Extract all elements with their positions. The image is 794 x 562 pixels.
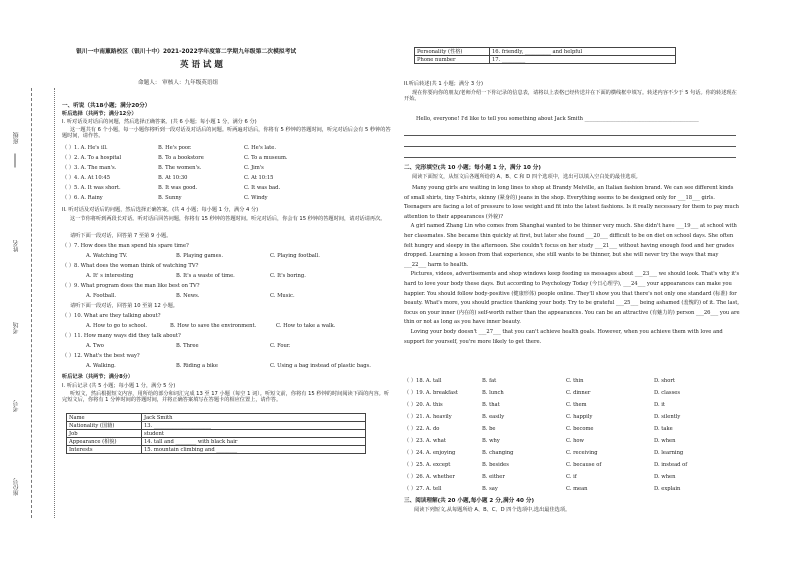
q6-stem: （ ）6. A. Rainy (62, 195, 103, 201)
q20-opt-b: B. that (482, 402, 500, 408)
q24-stem: （ ）24. A. enjoying (404, 450, 456, 456)
sidebar-label-name: 姓名 (13, 240, 20, 252)
q12-opt-c: C. Using a bag instead of plastic bags. (270, 363, 371, 369)
q18-opt-d: D. short (654, 378, 675, 384)
q26-stem: （ ）26. A. whether (404, 474, 455, 480)
top-right-table (414, 47, 676, 64)
table-row (67, 422, 366, 430)
table-cell-value[interactable]: 17. _________ (490, 56, 676, 64)
binding-dashed-line-inner (54, 88, 55, 518)
table-row (67, 446, 366, 454)
part3-instructions: 阅读下列短文,从每题所给 A、B、C、D 四个选项中,选出最佳选项。 (414, 507, 571, 513)
q9-opt-c: C. Music. (270, 293, 295, 299)
q19-opt-d: D. classes (654, 390, 680, 396)
part1-sub2: 听后记录（共两节；满分8分） (62, 374, 134, 380)
table-cell-label: Name (67, 414, 142, 422)
q11-opt-c: C. Four. (270, 343, 291, 349)
q6-opt-c: C. Windy (244, 195, 268, 201)
cloze-passage: Many young girls are waiting in long lines to shop at Brandy Melville, an Italian fashion brand. We can see different kinds of small shirts, tiny T-shirts, skinny (紧身的) jeans in the shop. Everything seems to be designed only for ___18___ girls. Teenagers are facing a lot of pressure to lose weight and fit into the latest fashions. Is it really necessary for them to pay much attention to their appearances (外貌)? A girl named Zhang Lin who comes from Shanghai wanted to be thinner very much. She didn't have ___19___ at school with her classmates. She became thin quickly at first, but later she found ___20___ difficult to be on diet on school days. She often felt hungry and sleepy in the afternoon. She couldn't focus on her study ___21___ without having enough food and her grades dropped. Learning a lesson from that experience, she still wants to be thinner, but she will never try the ways that may ___22___ harm to health. Pictures, videos, advertisements and shop windows keep feeding us messages about ___23___ we should look. That's why it's hard to love your body these days. But according to Psychology Today (今日心理学), ___24___ your appearances can make you happier. You should follow body-positive (健康形体) people online. They'll show you that there's not only one standard (标准) for beauty. What's more, you should practice thanking your body. Try to be grateful ___25___ being ashamed (羞愧的) of it. The last, focus on your inner (内在的) self-worth rather than the appearances. You can be an attractive (有魅力的) person ___26___ you are thin or not as long as you have inner beauty. Loving your body doesn't ___27___ that you can't achieve health goals. However, when you achieve them with love and support for yourself, you're more likely to get there. (404, 185, 740, 345)
q10-opt-b: B. How to save the environment. (170, 323, 257, 329)
q6-opt-b: B. Sunny (158, 195, 182, 201)
sec2-instr-a: II. 听对话及对话后的问题，然后选择正确答案。(共 4 小题；每小题 1 分，满分 4 分) (62, 207, 259, 213)
q18-stem: （ ）18. A. tall (404, 378, 442, 384)
table-cell-value[interactable]: 15. mountain climbing and ________ (142, 446, 366, 454)
dialog2-intro: 请听下面一段对话，回答第 10 至第 12 小题。 (70, 303, 178, 309)
answer-line (404, 135, 736, 136)
answer-line (404, 157, 736, 158)
q8-stem: （ ）8. What does the woman think of watching TV? (62, 263, 199, 269)
part1-heading: 一、听说（共18小题；满分20分） (62, 103, 151, 109)
q23-opt-d: D. when (654, 438, 676, 444)
table-cell-label: Appearance (相貌) (67, 438, 142, 446)
q4-opt-c: C. At 10:15 (244, 175, 274, 181)
q18-opt-b: B. fat (482, 378, 497, 384)
q22-stem: （ ）22. A. do (404, 426, 440, 432)
dialog1-intro: 请听下面一段对话，回答第 7 至第 9 小题。 (70, 233, 172, 239)
school-title: 银川一中南薰路校区（银川十中）2021-2022学年度第二学期九年级第二次模拟考试 (76, 49, 297, 55)
q21-opt-c: C. happily (566, 414, 593, 420)
q2-opt-c: C. To a museum. (244, 155, 288, 161)
q23-opt-c: C. how (566, 438, 584, 444)
q19-opt-b: B. lunch (482, 390, 504, 396)
q3-opt-c: C. Jim's (244, 165, 264, 171)
part2-instructions: 阅读下面短文，从短文后各题所给的 A、B、C 和 D 四个选项中，选出可以填入空白处的最佳选项。 (412, 174, 641, 180)
q11-stem: （ ）11. How many ways did they talk about? (62, 333, 181, 339)
table-cell-label: Job (67, 430, 142, 438)
q25-opt-c: C. because of (566, 462, 602, 468)
q8-opt-c: C. It's boring. (270, 273, 306, 279)
q25-opt-d: D. instead of (654, 462, 688, 468)
q24-opt-b: B. changing (482, 450, 514, 456)
q21-opt-d: D. silently (654, 414, 681, 420)
q4-stem: （ ）4. A. At 10:45 (62, 175, 111, 181)
table-cell-value: student (142, 430, 366, 438)
q12-opt-a: A. Walking. (86, 363, 116, 369)
info-table (66, 413, 366, 454)
q19-stem: （ ）19. A. breakfast (404, 390, 458, 396)
q8-opt-b: B. It's a waste of time. (176, 273, 235, 279)
q11-opt-b: B. Three (176, 343, 199, 349)
table-cell-label: Interests (67, 446, 142, 454)
q12-opt-b: B. Riding a bike (176, 363, 218, 369)
q27-opt-d: D. explain (654, 486, 681, 492)
sidebar-label-seat: 座位号 (13, 478, 20, 496)
q26-opt-d: D. when (654, 474, 676, 480)
q22-opt-b: B. be (482, 426, 496, 432)
answer-line (404, 146, 736, 147)
part1-sub1: 听后选择（共两节；满分12分） (62, 111, 137, 117)
exam-title: 英 语 试 题 (180, 60, 223, 70)
q19-opt-c: C. dinner (566, 390, 591, 396)
table-cell-value: Jack Smith (142, 414, 366, 422)
table-cell-value[interactable]: 16. friendly, __________ and helpful (490, 48, 676, 56)
q9-opt-b: B. News. (176, 293, 200, 299)
q18-opt-c: C. thin (566, 378, 584, 384)
q10-opt-a: A. How to go to school. (86, 323, 148, 329)
sidebar-line-class (15, 154, 16, 168)
q26-opt-c: C. if (566, 474, 577, 480)
q22-opt-d: D. take (654, 426, 673, 432)
q10-opt-c: C. How to take a walk. (276, 323, 336, 329)
retell-instructions: 现在你要向你的朋友/老师介绍一下你记录的信息表，请将以上表格已经传送并在下面的横线框中填写。转述内容不少于 5 句话。你的转述现在开始。 (404, 90, 737, 103)
author-line: 命题人： 审核人：九年级英语组 (138, 80, 219, 86)
table-row (67, 430, 366, 438)
q24-opt-c: C. receiving (566, 450, 598, 456)
q20-opt-d: D. it (654, 402, 666, 408)
q5-stem: （ ）5. A. It was short. (62, 185, 121, 191)
table-row (415, 48, 676, 56)
q3-opt-b: B. The women's. (158, 165, 202, 171)
sec1-instr-b: 这一题共有 6 个小题，每一小题你将听到一段对话及对话后的问题。听两遍对话后，你将有 5 秒钟的答题时间，听完对话后会有 5 秒钟的答题时间，请作答。 (62, 127, 391, 140)
retell-heading: II.听后转述(共 1 小题；满分 3 分) (404, 81, 484, 87)
q9-opt-a: A. Football. (86, 293, 117, 299)
q11-opt-a: A. Two (86, 343, 104, 349)
table-cell-label: Phone number (415, 56, 490, 64)
q27-stem: （ ）27. A. tell (404, 486, 442, 492)
q9-stem: （ ）9. What program does the man like best on TV? (62, 283, 200, 289)
sidebar-label-number: 考号 (13, 400, 20, 412)
q1-opt-b: B. He's poor. (158, 145, 192, 151)
q20-opt-c: C. them (566, 402, 587, 408)
q24-opt-d: D. learning (654, 450, 684, 456)
q25-opt-b: B. besides (482, 462, 509, 468)
q10-stem: （ ）10. What are they talking about? (62, 313, 161, 319)
table-row (67, 414, 366, 422)
retell-start[interactable]: Hello, everyone! I'd like to tell you something about Jack Smith ____________________________________________ (416, 116, 699, 122)
q7-opt-b: B. Playing games. (176, 253, 223, 259)
q25-stem: （ ）25. A. except (404, 462, 451, 468)
part2-heading: 二、完形填空(共 10 小题；每小题 1 分，满分 10 分) (404, 165, 541, 171)
q20-stem: （ ）20. A. this (404, 402, 443, 408)
table-row (67, 438, 366, 446)
q2-stem: （ ）2. A. To a hospital (62, 155, 122, 161)
q26-opt-b: B. either (482, 474, 505, 480)
table-cell-label: Personality (性格) (415, 48, 490, 56)
sec3-instr-b: 听短文，然后根据短文内容，用所给的部分和词汇完成 13 至 17 小题（每空 1 词）。听短文前，你将有 15 秒钟的时间阅读下面的内容。听完短文后，你将有 1 分钟时间的答题时间，并将正确答案填写在答题卡的相应位置上，请作答。 (62, 391, 390, 404)
q2-opt-b: B. To a bookstore (158, 155, 204, 161)
sidebar-label-room: 考场 (13, 322, 20, 334)
q7-stem: （ ）7. How does the man spend his spare time? (62, 243, 189, 249)
q7-opt-c: C. Playing football. (270, 253, 320, 259)
q12-stem: （ ）12. What's the best way? (62, 353, 140, 359)
q7-opt-a: A. Watching TV. (86, 253, 128, 259)
q5-opt-c: C. It was bad. (244, 185, 281, 191)
sec1-instr-a: I. 听对话及对话后的问题，然后选择正确答案。(共 6 小题；每小题 1 分，满分 6 分) (62, 119, 257, 125)
sec2-instr-b: 这一节你将听到两段长对话。听对话后回答问题，你将有 15 秒钟的答题时间。听完对话后，你会有 15 秒钟的答题时间，请对话请再次。 (70, 216, 386, 222)
table-cell-value[interactable]: 13. ______________________ (142, 422, 366, 430)
q21-stem: （ ）21. A. heavily (404, 414, 452, 420)
binding-dashed-line (31, 88, 32, 518)
table-cell-label: Nationality (国籍) (67, 422, 142, 430)
part3-heading: 三、阅读理解(共 20 小题,每小题 2 分,满分 40 分) (404, 498, 535, 504)
sidebar-label-class: 班级 (13, 132, 20, 144)
q27-opt-c: C. mean (566, 486, 588, 492)
table-cell-value[interactable]: 14. tall and ________ with black hair (142, 438, 366, 446)
q1-stem: （ ）1. A. He's ill. (62, 145, 108, 151)
q23-opt-b: B. why (482, 438, 500, 444)
table-row (415, 56, 676, 64)
q1-opt-c: C. He's late. (244, 145, 276, 151)
q4-opt-b: B. At 10:30 (158, 175, 188, 181)
q8-opt-a: A. It' s interesting (86, 273, 134, 279)
q23-stem: （ ）23. A. what (404, 438, 446, 444)
q27-opt-b: B. say (482, 486, 498, 492)
q3-stem: （ ）3. A. The man's. (62, 165, 117, 171)
q21-opt-b: B. easily (482, 414, 505, 420)
sec3-instr-a: I. 听后记录 (共 5 小题；每小题 1 分，满分 5 分) (62, 383, 176, 389)
q22-opt-c: C. become (566, 426, 594, 432)
q5-opt-b: B. It was good. (158, 185, 198, 191)
